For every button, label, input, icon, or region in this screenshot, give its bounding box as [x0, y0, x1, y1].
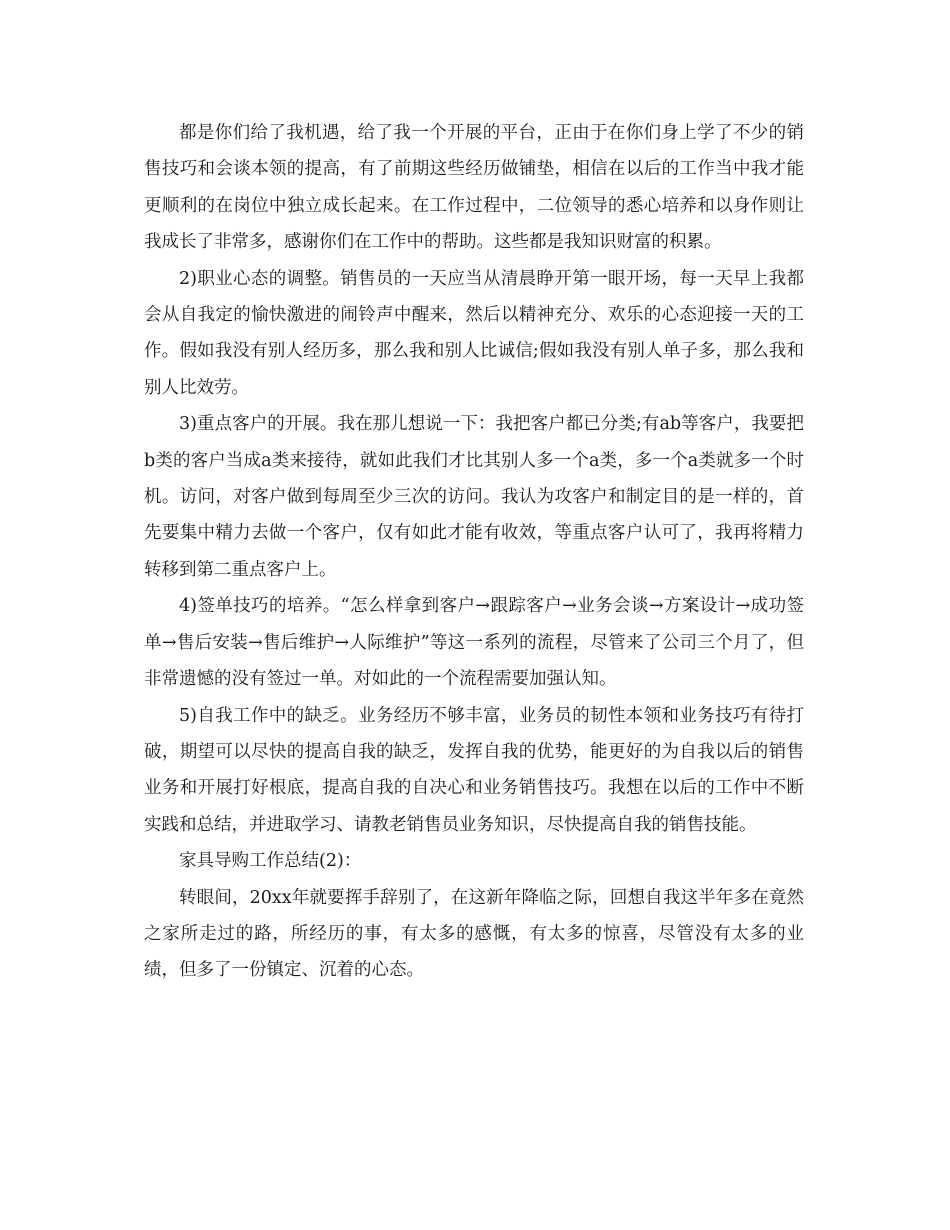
paragraph-5: 5)自我工作中的缺乏。业务经历不够丰富，业务员的韧性本领和业务技巧有待打破，期望可以尽快的提高自我的缺乏，发挥自我的优势，能更好的为自我以后的销售业务和开展打好根底，提高自我的自决心和业务销售技巧。我想在以后的工作中不断实践和总结，并进取学习、请教老销售员业务知识，尽快提高自我的销售技能。 — [144, 705, 804, 835]
paragraph-3: 3)重点客户的开展。我在那儿想说一下：我把客户都已分类;有ab等客户，我要把b类的客户当成a类来接待，就如此我们才比其别人多一个a类，多一个a类就多一个时机。访问，对客户做到每周至少三次的访问。我认为攻客户和制定目的是一样的，首先要集中精力去做一个客户，仅有如此才能有收效，等重点客户认可了，我再将精力转移到第二重点客户上。 — [144, 414, 804, 580]
paragraph-4: 4)签单技巧的培养。“怎么样拿到客户→跟踪客户→业务会谈→方案设计→成功签单→售后安装→售后维护→人际维护”等这一系列的流程，尽管来了公司三个月了，但非常遗憾的没有签过一单。对如此的一个流程需要加强认知。 — [144, 596, 804, 690]
section-heading: 家具导购工作总结(2)： — [179, 851, 362, 872]
document-body — [144, 115, 804, 989]
paragraph-1: 都是你们给了我机遇，给了我一个开展的平台，正由于在你们身上学了不少的销售技巧和会谈本领的提高，有了前期这些经历做铺垫，相信在以后的工作当中我才能更顺利的在岗位中独立成长起来。在工作过程中，二位领导的悉心培养和以身作则让我成长了非常多，感谢你们在工作中的帮助。这些都是我知识财富的积累。 — [144, 123, 804, 253]
paragraph-6: 转眼间，20xx年就要挥手辞别了，在这新年降临之际，回想自我这半年多在竟然之家所走过的路，所经历的事，有太多的感慨，有太多的惊喜，尽管没有太多的业绩，但多了一份镇定、沉着的心态。 — [144, 887, 804, 981]
paragraph-2: 2)职业心态的调整。销售员的一天应当从清晨睁开第一眼开场，每一天早上我都会从自我定的愉快激进的闹铃声中醒来，然后以精神充分、欢乐的心态迎接一天的工作。假如我没有别人经历多，那么我和别人比诚信;假如我没有别人单子多，那么我和别人比效劳。 — [144, 268, 804, 398]
